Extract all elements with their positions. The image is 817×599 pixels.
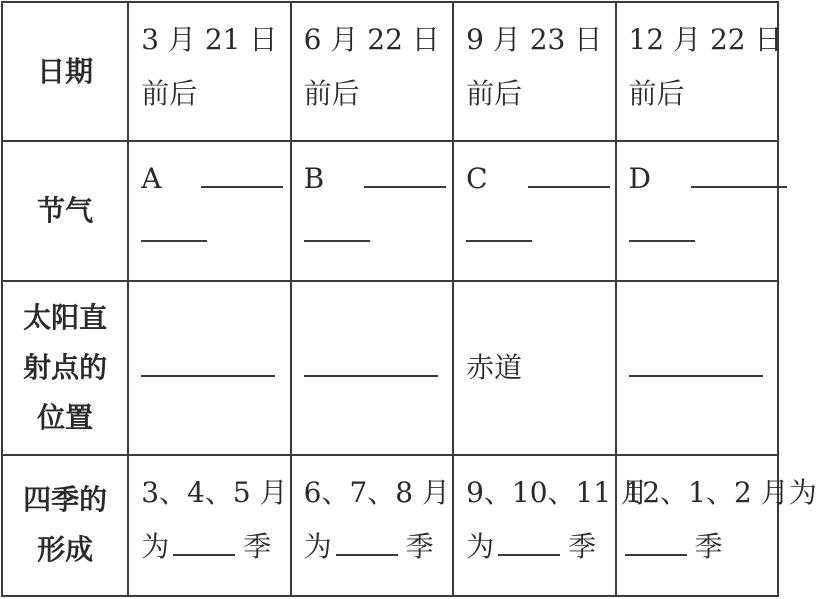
answer-blank [629,351,763,377]
date-suffix: 前后 [141,77,198,110]
season-cell-autumn [453,455,649,596]
answer-blank [141,216,207,242]
answer-blank [201,162,283,188]
prefix-text: 为 [466,529,495,563]
date-text: 12 月 22 日 [628,23,783,56]
seasons-row [2,455,778,596]
date-cell-3 [453,2,615,141]
term-letter: D [628,162,651,196]
direct-point-header: 太阳直 射点的 位置 [2,281,128,455]
date-text: 3 月 21 日 [141,23,278,56]
answer-blank [466,216,532,242]
solar-term-cell-d [616,141,778,280]
months-text: 3、4、5 月 [141,475,288,509]
answer-blank [336,530,398,556]
months-text: 6、7、8 月 [303,475,451,509]
months-text: 12、1、2 月为 [624,475,817,509]
direct-point-cell-3 [453,281,615,455]
months-text: 9、10、11 月 [466,475,649,509]
prefix-text: 为 [141,529,170,563]
answer-blank [304,216,370,242]
solar-term-cell-a [128,141,290,280]
direct-point-row [2,281,778,455]
answer-blank [629,216,695,242]
term-letter: A [141,162,162,196]
season-suffix: 季 [568,529,597,563]
season-cell-winter [616,455,817,596]
term-letter: C [466,162,488,196]
term-letter: B [303,162,325,196]
answer-blank [691,162,787,188]
season-suffix: 季 [405,529,434,563]
answer-blank [498,530,560,556]
date-suffix: 前后 [303,77,360,110]
solar-term-cell-b [291,141,453,280]
answer-blank [528,162,610,188]
season-suffix: 季 [694,529,723,563]
answer-blank [364,162,446,188]
date-cell-2 [291,2,453,141]
direct-point-cell-2 [291,281,453,455]
seasons-table [1,1,817,597]
date-row [2,2,778,141]
season-cell-spring [128,455,290,596]
solar-term-row [2,141,778,280]
date-cell-4 [616,2,783,141]
seasons-header: 四季的 形成 [2,455,128,596]
direct-point-cell-4 [616,281,778,455]
answer-blank [625,530,687,556]
solar-term-header: 节气 [2,141,128,280]
answer-blank [304,351,438,377]
direct-point-cell-1 [128,281,290,455]
equator-text: 赤道 [466,350,523,384]
date-suffix: 前后 [628,77,685,110]
answer-blank [173,530,235,556]
date-text: 9 月 23 日 [466,23,603,56]
answer-blank [141,351,275,377]
date-header: 日期 [2,2,128,141]
date-cell-1 [128,2,290,141]
date-suffix: 前后 [466,77,523,110]
prefix-text: 为 [303,529,332,563]
solar-term-cell-c [453,141,615,280]
season-suffix: 季 [243,529,272,563]
season-cell-summer [291,455,453,596]
date-text: 6 月 22 日 [303,23,440,56]
